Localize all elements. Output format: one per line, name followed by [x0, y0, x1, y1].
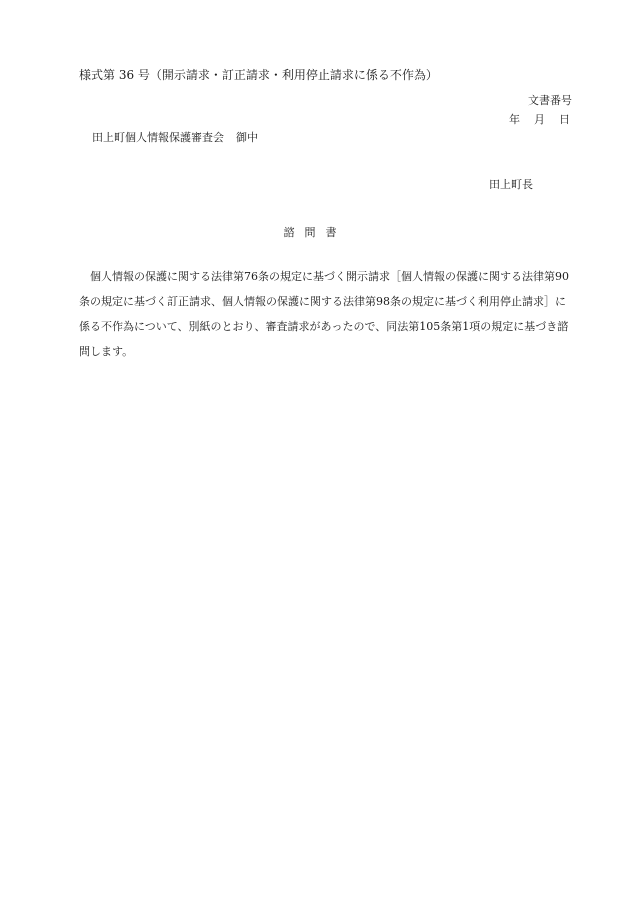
sender: 田上町長: [489, 178, 533, 191]
document-number-label: 文書番号: [528, 94, 572, 107]
date-year-label: 年: [509, 113, 520, 126]
addressee-honorific: 御中: [236, 131, 258, 144]
body-line: 個人情報の保護に関する法律第76条の規定に基づく開示請求［個人情報の保護に関する法律第90: [79, 270, 569, 283]
addressee: [92, 131, 258, 145]
date-day-label: 日: [559, 113, 570, 126]
body-line: 係る不作為について、別紙のとおり、審査請求があったので、同法第105条第1項の規定に基づき諮: [79, 320, 569, 333]
date-month-label: 月: [534, 113, 545, 126]
body-line: 問します。: [79, 345, 134, 358]
addressee-name: 田上町個人情報保護審査会: [92, 131, 224, 144]
form-title: 様式第 36 号（開示請求・訂正請求・利用停止請求に係る不作為）: [79, 68, 438, 82]
body-line: 条の規定に基づく訂正請求、個人情報の保護に関する法律第98条の規定に基づく利用停止請求］に: [79, 295, 566, 308]
date-line: [509, 113, 570, 127]
body-text: [79, 264, 571, 364]
document-heading: 諮問書: [283, 226, 347, 239]
